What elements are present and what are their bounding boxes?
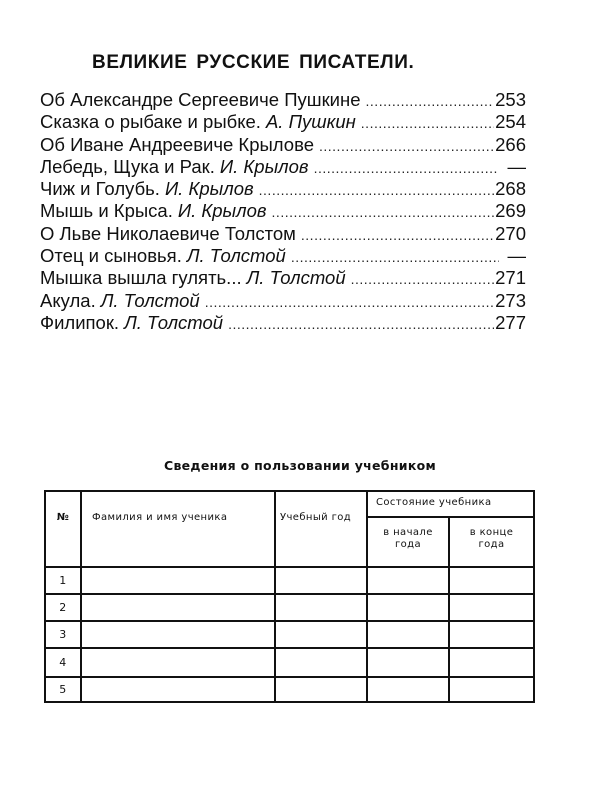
cell-school-year[interactable] [275, 594, 367, 621]
cell-condition-start[interactable] [367, 567, 449, 594]
toc-entry-author: Л. Толстой [246, 267, 346, 289]
row-number: 3 [45, 621, 81, 648]
toc-entry-author: Л. Толстой [186, 245, 286, 267]
table-of-contents [40, 89, 526, 334]
cell-condition-start[interactable] [367, 677, 449, 702]
toc-entry-author: Л. Толстой [124, 311, 224, 333]
toc-entry-title: Мышка вышла гулять... [40, 267, 242, 289]
toc-entry[interactable] [40, 223, 526, 245]
table-row [45, 648, 534, 677]
table-row [45, 567, 534, 594]
toc-entry[interactable] [40, 267, 526, 289]
cell-school-year[interactable] [275, 621, 367, 648]
toc-entry-title: Об Александре Сергеевиче Пушкине [40, 89, 361, 110]
cell-school-year[interactable] [275, 648, 367, 677]
cell-condition-start[interactable] [367, 648, 449, 677]
toc-entry-page: — [507, 155, 526, 177]
toc-leader-dots [272, 201, 495, 223]
header-condition-start [367, 517, 449, 567]
toc-leader-dots [291, 246, 499, 268]
header-student-name: Фамилия и имя ученика [81, 491, 275, 567]
toc-entry-author: И. Крылов [219, 155, 309, 177]
toc-entry-title: Чиж и Голубь. [40, 178, 160, 200]
toc-entry-author: Л. Толстой [100, 289, 200, 311]
row-number: 5 [45, 677, 81, 702]
toc-leader-dots [205, 291, 494, 313]
toc-leader-dots [259, 179, 494, 201]
toc-entry-page: 253 [495, 89, 526, 110]
cell-condition-end[interactable] [449, 648, 534, 677]
toc-entry[interactable] [40, 156, 526, 178]
cell-condition-end[interactable] [449, 594, 534, 621]
toc-entry-page: 266 [495, 133, 526, 155]
toc-leader-dots [319, 135, 494, 157]
cell-condition-start[interactable] [367, 621, 449, 648]
cell-school-year[interactable] [275, 567, 367, 594]
toc-entry-title: Отец и сыновья. [40, 245, 182, 267]
table-row [45, 677, 534, 702]
table-row [45, 621, 534, 648]
row-number: 2 [45, 594, 81, 621]
cell-condition-end[interactable] [449, 567, 534, 594]
header-school-year: Учебный год [275, 491, 367, 567]
toc-entry-page: 269 [495, 200, 526, 222]
cell-condition-end[interactable] [449, 621, 534, 648]
usage-table-title: Сведения о пользовании учебником [163, 458, 437, 473]
row-number: 4 [45, 648, 81, 677]
cell-school-year[interactable] [275, 677, 367, 702]
cell-condition-end[interactable] [449, 677, 534, 702]
toc-entry-page: 254 [495, 111, 526, 133]
cell-student-name[interactable] [81, 677, 275, 702]
toc-leader-dots [228, 313, 494, 335]
toc-entry[interactable] [40, 134, 526, 156]
toc-entry-title: Акула. [40, 289, 96, 311]
toc-entry[interactable] [40, 178, 526, 200]
toc-entry[interactable] [40, 200, 526, 222]
toc-entry-title: Об Иване Андреевиче Крылове [40, 133, 314, 155]
toc-leader-dots [361, 112, 494, 134]
toc-entry-page: 271 [495, 267, 526, 289]
toc-entry[interactable] [40, 312, 526, 334]
cell-student-name[interactable] [81, 567, 275, 594]
toc-leader-dots [366, 90, 495, 112]
toc-entry-author: И. Крылов [177, 200, 267, 222]
toc-entry[interactable] [40, 89, 526, 111]
toc-leader-dots [301, 224, 494, 246]
cell-condition-start[interactable] [367, 594, 449, 621]
header-number: № [45, 491, 81, 567]
row-number: 1 [45, 567, 81, 594]
cell-student-name[interactable] [81, 594, 275, 621]
cell-student-name[interactable] [81, 621, 275, 648]
header-condition-end [449, 517, 534, 567]
toc-entry-page: — [507, 245, 526, 267]
toc-entry-title: О Льве Николаевиче Толстом [40, 222, 296, 244]
toc-leader-dots [314, 157, 499, 179]
toc-entry-page: 270 [495, 222, 526, 244]
table-row [45, 594, 534, 621]
toc-entry-page: 277 [495, 311, 526, 333]
toc-leader-dots [351, 268, 495, 290]
header-condition-end-label: в конце года [469, 527, 514, 550]
toc-entry[interactable] [40, 290, 526, 312]
toc-entry-author: А. Пушкин [265, 111, 356, 133]
toc-entry-title: Мышь и Крыса. [40, 200, 173, 222]
toc-entry[interactable] [40, 245, 526, 267]
cell-student-name[interactable] [81, 648, 275, 677]
toc-entry-title: Сказка о рыбаке и рыбке. [40, 111, 261, 133]
section-title: ВЕЛИКИЕ РУССКИЕ ПИСАТЕЛИ. [92, 52, 415, 73]
toc-entry-author: И. Крылов [164, 178, 254, 200]
header-condition-start-label: в начале года [383, 527, 433, 550]
toc-entry-page: 273 [495, 289, 526, 311]
usage-table [44, 490, 535, 703]
header-textbook-condition: Состояние учебника [367, 491, 534, 517]
toc-entry-page: 268 [495, 178, 526, 200]
toc-entry[interactable] [40, 111, 526, 133]
toc-entry-title: Филипок. [40, 311, 120, 333]
toc-entry-title: Лебедь, Щука и Рак. [40, 155, 215, 177]
